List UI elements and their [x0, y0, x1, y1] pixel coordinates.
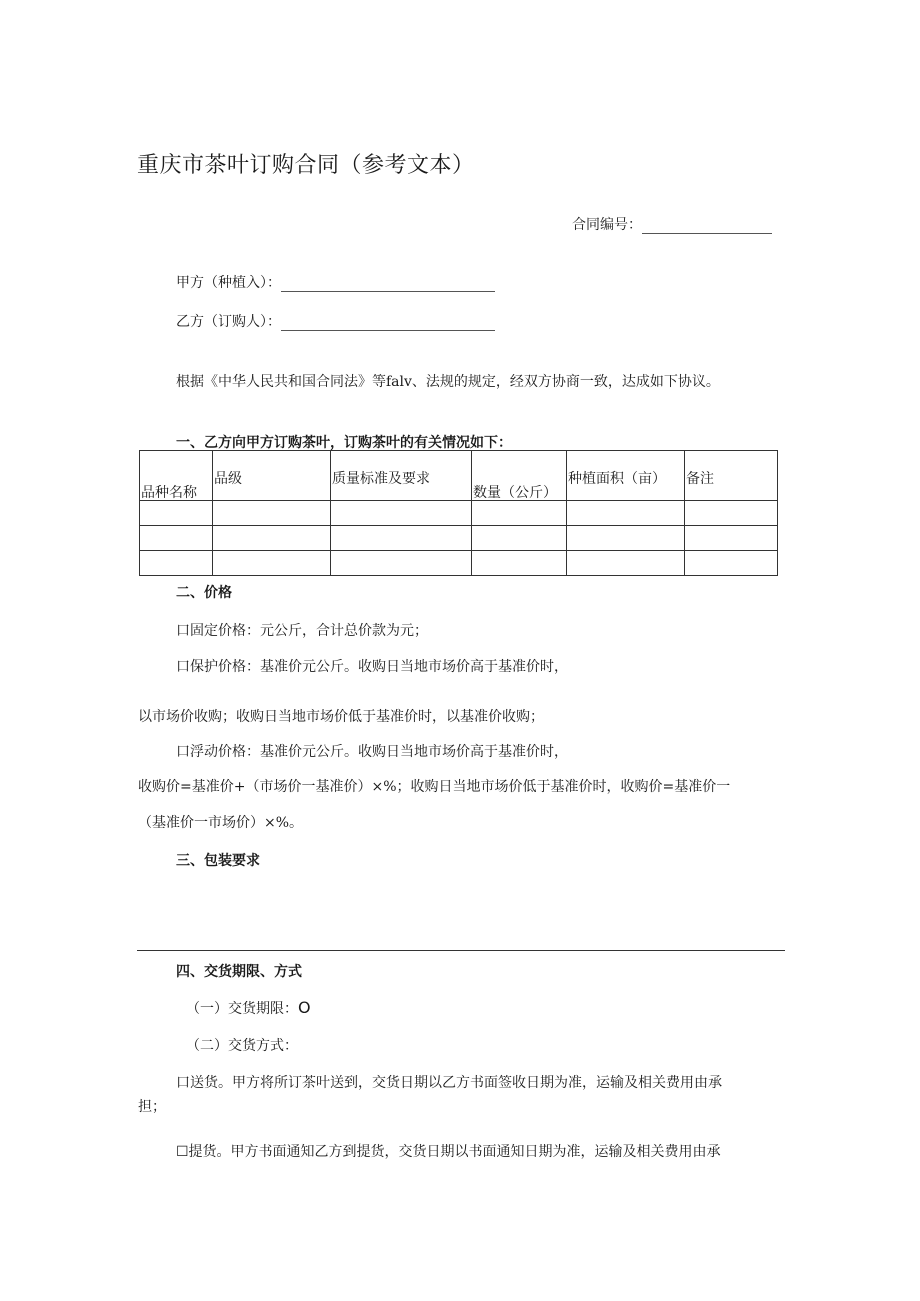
contract-number-label: 合同编号： — [572, 217, 642, 233]
section-divider — [137, 950, 785, 951]
table-header-cell — [213, 451, 331, 501]
party-a-blank[interactable] — [281, 291, 495, 292]
price-fixed: 口固定价格：元公斤，合计总价款为元； — [176, 623, 428, 639]
table-cell[interactable] — [140, 526, 213, 551]
party-b-blank[interactable] — [281, 330, 495, 331]
table-cell[interactable] — [213, 526, 331, 551]
table-cell[interactable] — [685, 501, 778, 526]
contract-number — [572, 214, 772, 234]
table-cell[interactable] — [331, 551, 472, 576]
price-float-line3: （基准价一市场价）×%。 — [138, 815, 304, 831]
delivery-deadline-value: O — [298, 998, 311, 1017]
table-cell[interactable] — [213, 551, 331, 576]
table-row — [140, 551, 778, 576]
section2-heading: 二、价格 — [176, 585, 232, 601]
table-row — [140, 501, 778, 526]
section1-heading: 一、乙方向甲方订购茶叶，订购茶叶的有关情况如下： — [176, 435, 512, 451]
table-cell[interactable] — [472, 551, 567, 576]
pickup-option-line1: ☐提货。甲方书面通知乙方到提货，交货日期以书面通知日期为准，运输及相关费用由承 — [176, 1144, 721, 1160]
order-table — [139, 450, 778, 576]
table-cell[interactable] — [140, 501, 213, 526]
table-cell[interactable] — [331, 501, 472, 526]
table-header-cell — [567, 451, 685, 501]
table-cell[interactable] — [213, 501, 331, 526]
table-cell[interactable] — [567, 526, 685, 551]
table-header-cell — [140, 451, 213, 501]
party-a-line — [176, 272, 495, 292]
table-cell[interactable] — [331, 526, 472, 551]
table-row — [140, 526, 778, 551]
price-protect-line2: 以市场价收购；收购日当地市场价低于基准价时，以基准价收购； — [138, 709, 544, 725]
contract-number-blank[interactable] — [642, 233, 772, 234]
table-cell[interactable] — [567, 501, 685, 526]
header-remarks: 备注 — [686, 471, 714, 487]
header-quantity: 数量（公斤） — [473, 485, 557, 501]
price-float-line2: 收购价=基准价+（市场价一基准价）×%；收购日当地市场价低于基准价时，收购价=基准价一 — [138, 779, 731, 795]
table-cell[interactable] — [567, 551, 685, 576]
header-quality: 质量标准及要求 — [332, 471, 430, 487]
table-cell[interactable] — [140, 551, 213, 576]
party-b-label: 乙方（订购人）： — [176, 314, 281, 330]
table-header-cell — [685, 451, 778, 501]
table-cell[interactable] — [685, 526, 778, 551]
delivery-option-line1: 口送货。甲方将所订茶叶送到，交货日期以乙方书面签收日期为准，运输及相关费用由承 — [176, 1075, 722, 1091]
section3-heading: 三、包装要求 — [176, 853, 260, 869]
header-grade: 品级 — [214, 471, 242, 487]
table-header-cell — [331, 451, 472, 501]
delivery-deadline — [186, 998, 311, 1018]
table-cell[interactable] — [685, 551, 778, 576]
price-float-line1: 口浮动价格：基准价元公斤。收购日当地市场价高于基准价时， — [176, 744, 568, 760]
section4-heading: 四、交货期限、方式 — [176, 964, 302, 980]
page-title: 重庆市茶叶订购合同（参考文本） — [137, 153, 475, 178]
table-cell[interactable] — [472, 501, 567, 526]
table-header-row — [140, 451, 778, 501]
party-a-label: 甲方（种植入）： — [176, 275, 281, 291]
delivery-deadline-label: （一）交货期限： — [186, 1001, 298, 1017]
intro-paragraph: 根据《中华人民共和国合同法》等falv、法规的规定，经双方协商一致，达成如下协议。 — [176, 374, 720, 390]
price-protect-line1: 口保护价格：基准价元公斤。收购日当地市场价高于基准价时， — [176, 659, 568, 675]
party-b-line — [176, 311, 495, 331]
header-variety: 品种名称 — [141, 485, 197, 501]
table-header-cell — [472, 451, 567, 501]
table-cell[interactable] — [472, 526, 567, 551]
delivery-option-line2: 担； — [138, 1099, 166, 1115]
header-area: 种植面积（亩） — [568, 471, 666, 487]
delivery-method-label: （二）交货方式： — [186, 1038, 298, 1054]
